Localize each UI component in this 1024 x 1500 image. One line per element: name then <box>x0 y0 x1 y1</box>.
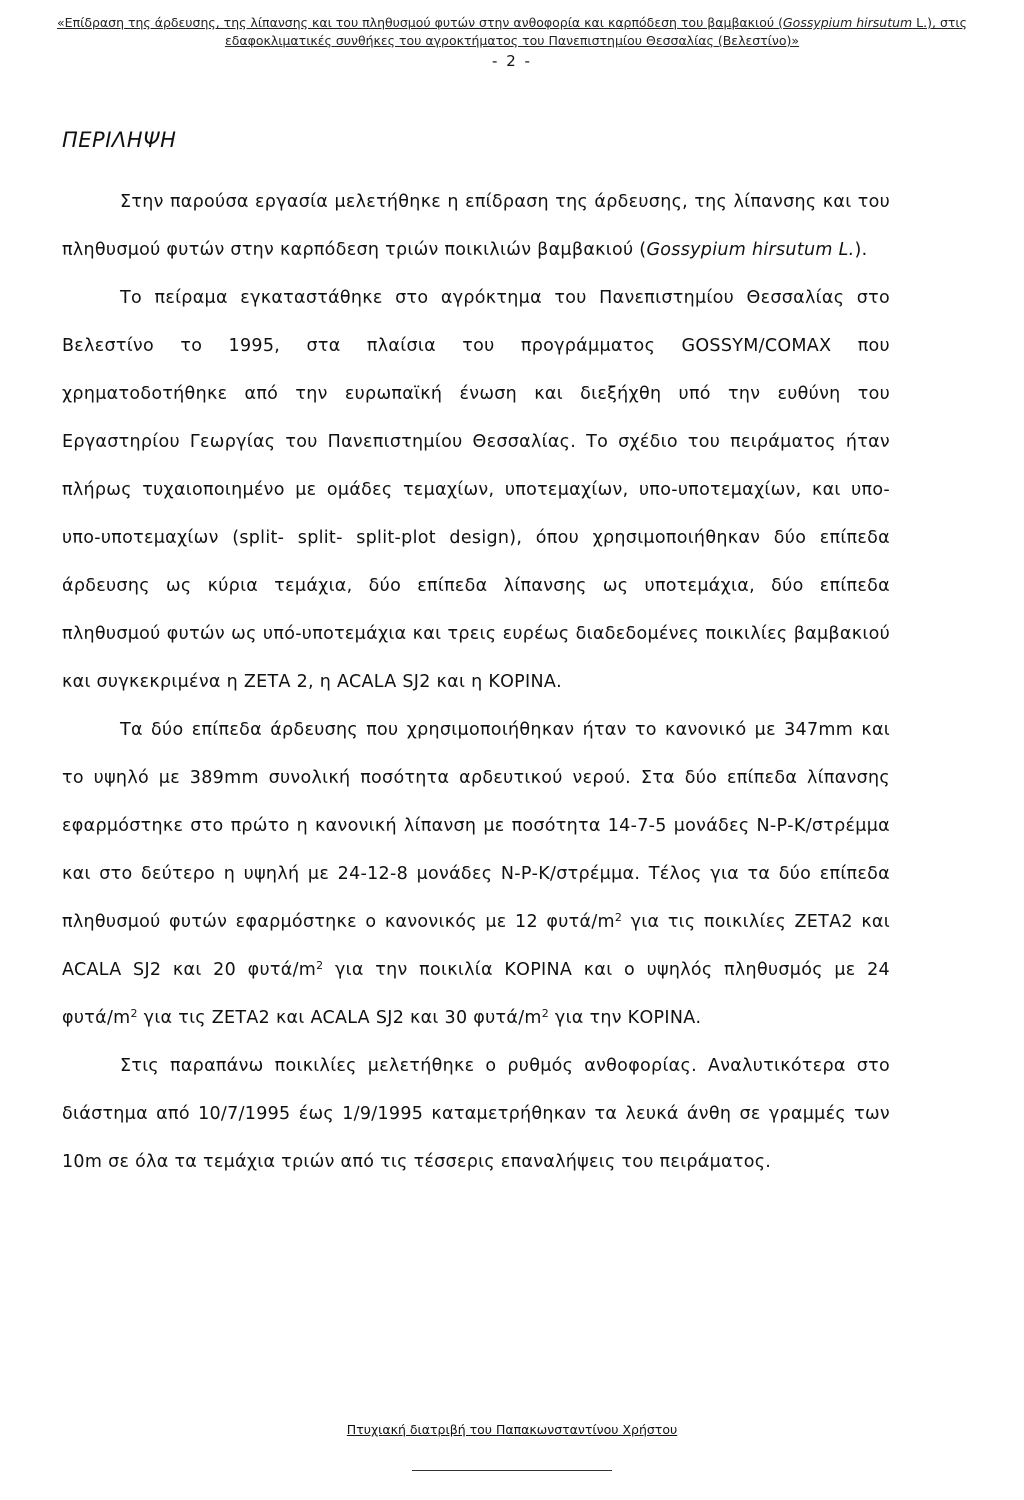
footer-text: Πτυχιακή διατριβή του Παπακωνσταντίνου Χρήστου <box>346 1422 678 1437</box>
superscript: 2 <box>130 1007 138 1020</box>
treatments-text-a: Τα δύο επίπεδα άρδευσης που χρησιμοποιήθηκαν ήταν το κανονικό με 347mm και το υψηλό με 389mm συνολική ποσότητα αρδευτικού νερού. Στα δύο επίπεδα λίπανσης εφαρμόστηκε στο πρώτο η κανονική λίπανση με ποσότητα 14-7-5 μονάδες Ν-Ρ-Κ/στρέμμα και στο δεύτερο η υψηλή με 24-12-8 μονάδες Ν-Ρ-Κ/στρέμμα. Τέλος για τα δύο επίπεδα πληθυσμού φυτών εφαρμόστηκε ο κανονικός με 12 φυτά/m <box>62 720 890 932</box>
paragraph-experiment: Το πείραμα εγκαταστάθηκε στο αγρόκτημα του Πανεπιστημίου Θεσσαλίας στο Βελεστίνο το 1995, στα πλαίσια του προγράμματος GOSSYM/COMAX που χρηματοδοτήθηκε από την ευρωπαϊκή ένωση και διεξήχθη υπό την ευθύνη του Εργαστηρίου Γεωργίας του Πανεπιστημίου Θεσσαλίας. Το σχέδιο του πειράματος ήταν πλήρως τυχαιοποιημένο με ομάδες τεμαχίων, υποτεμαχίων, υπο-υποτεμαχίων, και υπο-υπο-υποτεμαχίων (split- split- split-plot design), όπου χρησιμοποιήθηκαν δύο επίπεδα άρδευσης ως κύρια τεμάχια, δύο επίπεδα λίπανσης ως υποτεμάχια, δύο επίπεδα πληθυσμού φυτών ως υπό-υποτεμάχια και τρεις ευρέως διαδεδομένες ποικιλίες βαμβακιού και συγκεκριμένα η ΖΕΤΑ 2, η ACALA SJ2 και η ΚΟΡΙΝΑ. <box>62 288 890 692</box>
treatments-text-c: για την ποικιλία ΚΟΡΙΝΑ και ο υψηλός πληθυσμός με 24 φυτά/m <box>62 960 890 1028</box>
species-name: Gossypium hirsutum L. <box>646 240 855 260</box>
section-title: ΠΕΡΙΛΗΨΗ <box>62 128 177 152</box>
superscript: 2 <box>614 911 623 924</box>
treatments-text-d: για τις ΖΕΤΑ2 και ACALA SJ2 και 30 φυτά/m <box>137 1008 542 1028</box>
treatments-text-e: για την ΚΟΡΙΝΑ. <box>549 1008 702 1028</box>
footer-rule <box>0 1470 1024 1471</box>
page-number: - 2 - <box>492 52 532 70</box>
paragraph-intro-text: Στην παρούσα εργασία μελετήθηκε η επίδραση της άρδευσης, της λίπανσης και του πληθυσμού φυτών στην καρπόδεση τριών ποικιλιών βαμβακιού ( <box>62 192 890 260</box>
footer-rule-line <box>412 1470 612 1471</box>
paragraph-intro <box>62 178 890 274</box>
body-text <box>62 178 890 1186</box>
running-title-species: Gossypium hirsutum <box>782 15 913 30</box>
running-header <box>40 14 984 50</box>
superscript: 2 <box>541 1007 550 1020</box>
paragraph-flowering: Στις παραπάνω ποικιλίες μελετήθηκε ο ρυθμός ανθοφορίας. Αναλυτικότερα στο διάστημα από 10/7/1995 έως 1/9/1995 καταμετρήθηκαν τα λευκά άνθη σε γραμμές των 10m σε όλα τα τεμάχια τριών από τις τέσσερις επαναλήψεις του πειράματος. <box>62 1056 890 1172</box>
paragraph-treatments <box>62 706 890 1042</box>
running-title-text-end: L.), στις εδαφοκλιματικές συνθήκες του αγροκτήματος του Πανεπιστημίου Θεσσαλίας (Βελεστίνο)» <box>224 15 967 48</box>
paragraph-intro-end: ). <box>854 240 868 260</box>
treatments-text-b: για τις ποικιλίες ΖΕΤΑ2 και ACALA SJ2 και 20 φυτά/m <box>62 912 890 980</box>
running-title-text: «Επίδραση της άρδευσης, της λίπανσης και του πληθυσμού φυτών στην ανθοφορία και καρπόδεση του βαμβακιού ( <box>57 15 783 30</box>
superscript: 2 <box>316 959 324 972</box>
